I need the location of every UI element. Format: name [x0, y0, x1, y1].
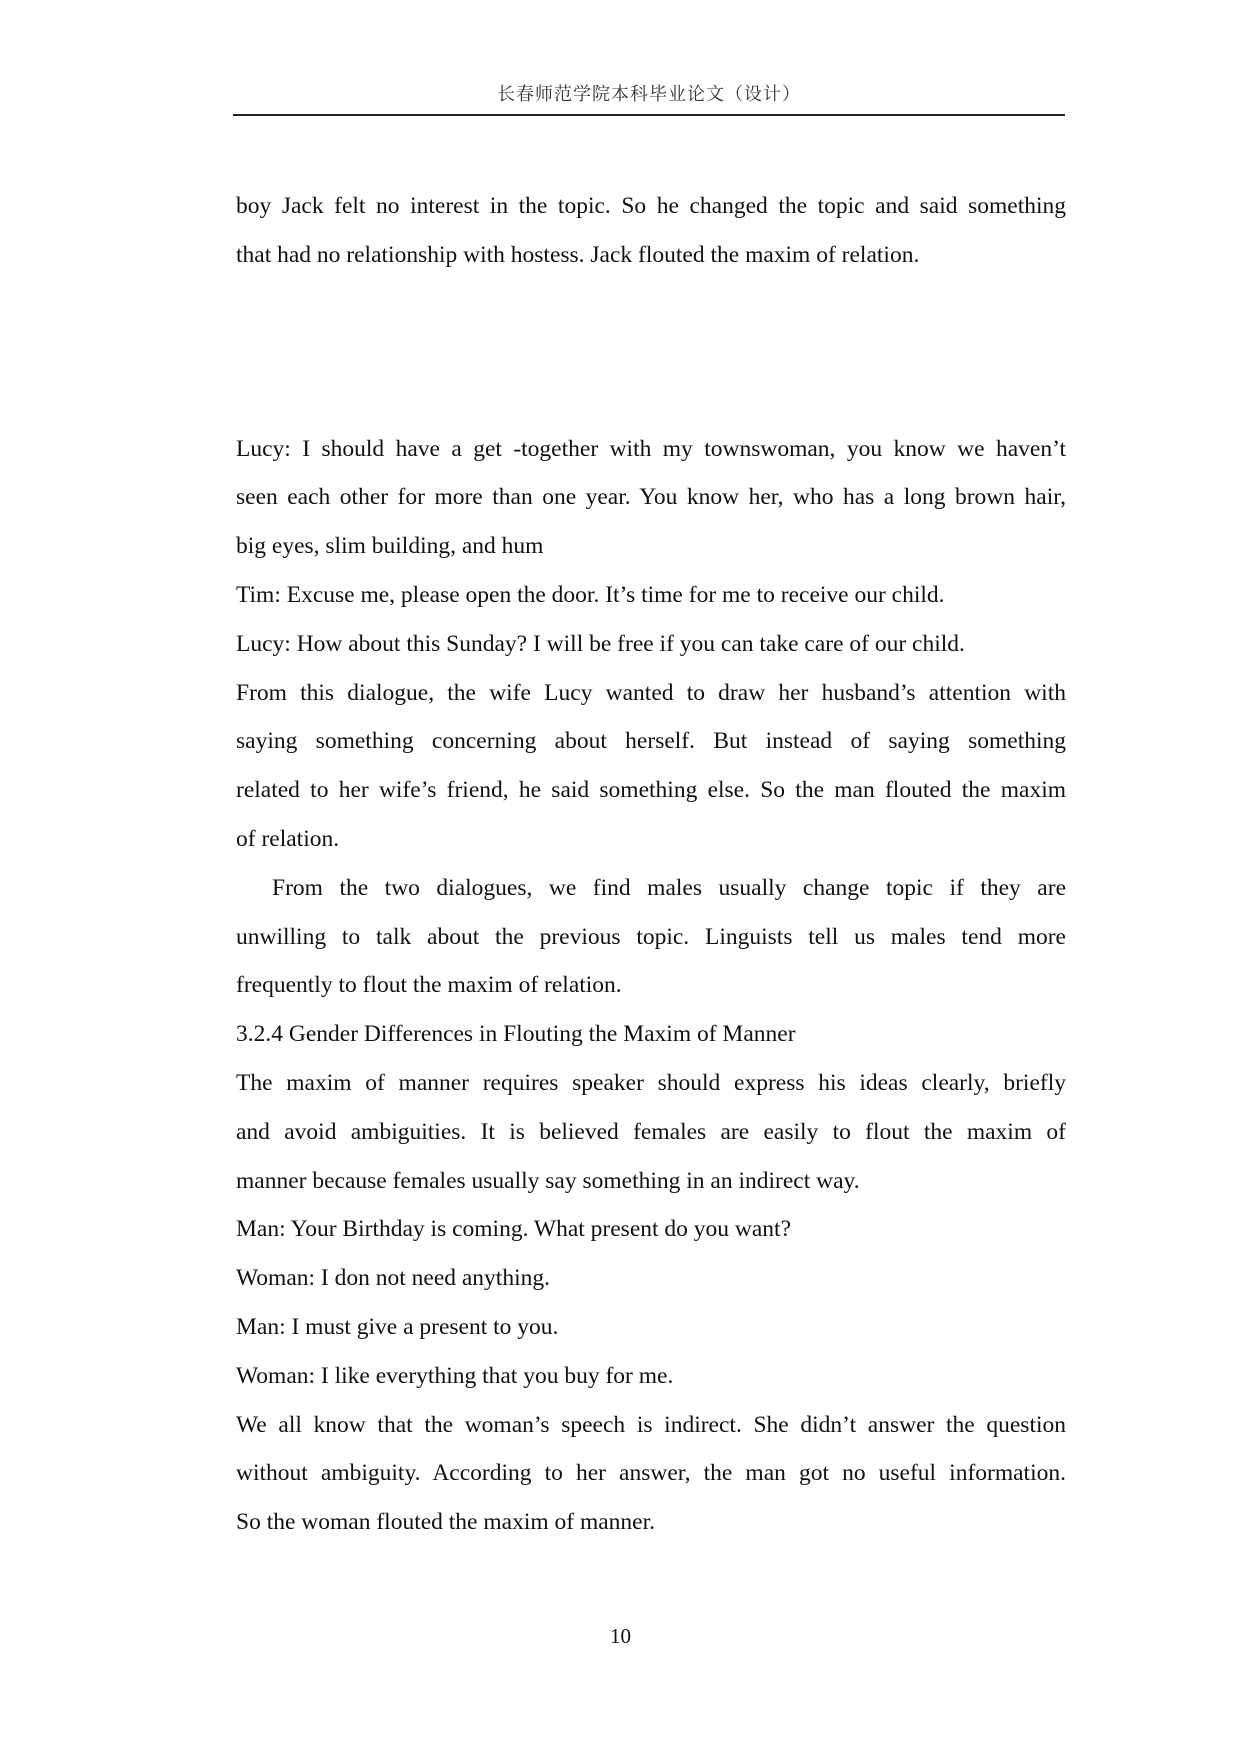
header-title: 长春师范学院本科毕业论文（设计）	[497, 84, 801, 105]
text-line: seen each other for more than one year. You know her, who has a long brown hair,	[236, 484, 1066, 511]
text-line: We all know that the woman’s speech is indirect. She didn’t answer the question	[236, 1411, 1066, 1438]
section-heading: 3.2.4 Gender Differences in Flouting the Maxim of Manner	[236, 1021, 796, 1048]
text-line: frequently to flout the maxim of relation.	[236, 972, 622, 999]
text-line: related to her wife’s friend, he said something else. So the man flouted the maxim	[236, 777, 1066, 804]
text-line: unwilling to talk about the previous topic. Linguists tell us males tend more	[236, 923, 1066, 950]
page-number: 10	[610, 1624, 631, 1648]
text-line: Tim: Excuse me, please open the door. It’s time for me to receive our child.	[236, 581, 945, 608]
text-line: Lucy: I should have a get -together with my townswoman, you know we haven’t	[236, 435, 1066, 462]
page-header	[233, 84, 1065, 116]
text-line: From the two dialogues, we find males usually change topic if they are	[272, 874, 1066, 901]
text-line: Lucy: How about this Sunday? I will be free if you can take care of our child.	[236, 630, 965, 657]
text-line: without ambiguity. According to her answer, the man got no useful information.	[236, 1460, 1066, 1487]
text-line: The maxim of manner requires speaker should express his ideas clearly, briefly	[236, 1069, 1066, 1096]
text-line: boy Jack felt no interest in the topic. So he changed the topic and said something	[236, 193, 1066, 219]
text-line: Woman: I like everything that you buy for me.	[236, 1362, 674, 1389]
text-line: and avoid ambiguities. It is believed females are easily to flout the maxim of	[236, 1118, 1066, 1145]
text-line: big eyes, slim building, and hum	[236, 533, 544, 560]
body-text	[236, 182, 1066, 1547]
text-line: From this dialogue, the wife Lucy wanted to draw her husband’s attention with	[236, 679, 1066, 706]
text-line: of relation.	[236, 825, 340, 852]
blank-space	[236, 280, 1066, 425]
text-line: saying something concerning about herself. But instead of saying something	[236, 728, 1066, 755]
text-line: manner because females usually say something in an indirect way.	[236, 1167, 860, 1194]
text-line: Man: I must give a present to you.	[236, 1313, 559, 1340]
text-line: So the woman flouted the maxim of manner.	[236, 1509, 655, 1536]
text-line: that had no relationship with hostess. Jack flouted the maxim of relation.	[236, 241, 920, 268]
text-line: Man: Your Birthday is coming. What present do you want?	[236, 1216, 792, 1243]
text-line: Woman: I don not need anything.	[236, 1265, 550, 1292]
